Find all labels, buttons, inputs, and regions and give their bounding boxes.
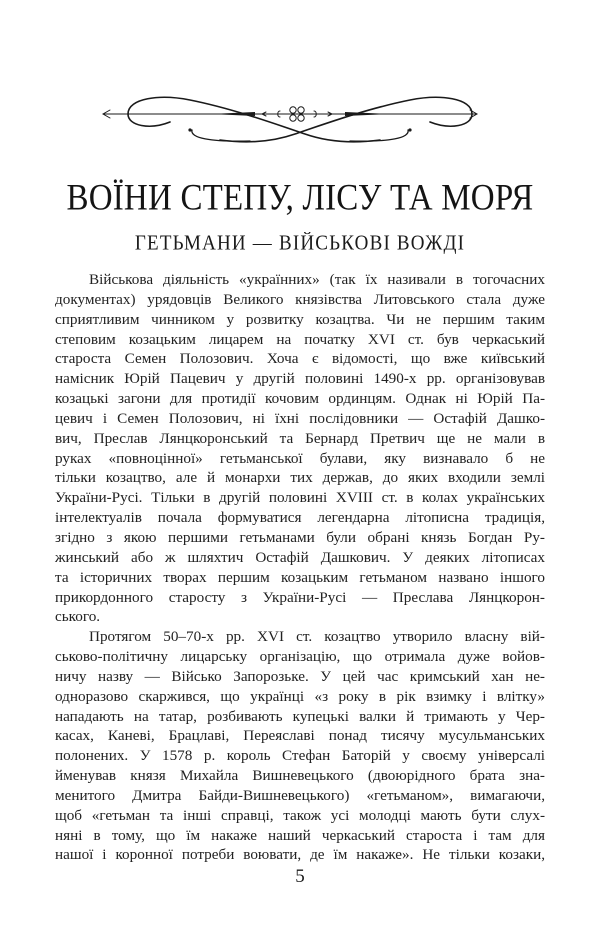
chapter-title: ВОЇНИ СТЕПУ, ЛІСУ ТА МОРЯ — [66, 178, 534, 219]
text-line: Протягом 50–70-х рр. XVI ст. козацтво утворило власну вій- — [89, 628, 545, 646]
text-line: інтелектуалів почала формуватися легендарна літописна традиція, — [55, 509, 545, 527]
paragraph — [55, 627, 545, 865]
text-line: нападають на татар, розбивають купецькі валки й тримають у Чер- — [55, 707, 545, 725]
text-line: Військова діяльність «українних» (так їх називали в тогочасних — [89, 271, 545, 288]
text-line: цевич і Семен Полозович, ні їхні послідовники — Остафій Дашко- — [55, 409, 545, 427]
text-line: України-Русі. Тільки в другій половині XVIII ст. в колах українських — [55, 489, 545, 507]
text-line: ськово-політичну лицарську організацію, що отримала дуже войов- — [55, 648, 545, 666]
text-line: документах) урядовців Великого князівства Литовського стала дуже — [55, 290, 545, 308]
text-line: менитого Дмитра Байди-Вишневецького) «гетьманом», вимагаючи, — [55, 786, 545, 804]
text-line: сприятливим чинником у розвитку козацтва. Чи не першим таким — [55, 310, 545, 328]
text-line: няні в тому, що їм накаже наший черкаський староста і там для — [55, 826, 545, 844]
text-line: нашої і коронної потреби воювати, де їм накаже». Не тільки козаки, — [55, 846, 545, 864]
text-line: ничу назву — Військо Запорозьке. У цей час кримський хан не- — [55, 667, 545, 685]
text-line: згідно з якою першими гетьманами були обрані князь Богдан Ру- — [55, 528, 545, 546]
paragraph — [55, 270, 545, 627]
text-line: ського. — [55, 608, 101, 626]
text-line: одноразово скаржився, що українці «з року в рік взимку і влітку» — [55, 687, 545, 705]
text-line: касах, Каневі, Брацлаві, Переяславі понад тисячу мусульманських — [55, 727, 545, 745]
text-line: йменував князя Михайла Вишневецького (двоюрідного брата зна- — [55, 767, 545, 785]
text-line: степовим козацьким лицарем на початку XVI ст. був черкаський — [55, 330, 545, 348]
text-line: прикордонного старосту з України-Русі — Преслава Лянцкорон- — [55, 588, 545, 606]
text-line: намісник Юрій Пацевич у другій половині 1490-х рр. організовував — [55, 370, 545, 388]
text-line: тільки козацтво, але й монархи тих держав, до яких входили землі — [55, 469, 545, 487]
text-line: староста Семен Полозович. Хоча є відомості, що вже київський — [55, 350, 545, 368]
body-text — [55, 270, 545, 865]
chapter-subtitle: ГЕТЬМАНИ — ВІЙСЬКОВІ ВОЖДІ — [134, 232, 466, 256]
text-line: полонених. У 1578 р. король Стефан Баторій у своєму універсалі — [55, 747, 545, 765]
text-line: та історичних творах першим козацьким гетьманом названо іншого — [55, 568, 545, 586]
text-line: вич, Преслав Лянцкоронський та Бернард Претвич ще не мали в — [55, 429, 545, 447]
decorative-flourish-icon — [90, 86, 510, 156]
text-line: руках «повноцінної» гетьманської булави, яку визнавало б не — [55, 449, 545, 467]
text-line: щоб «гетьман та інші справці, також усі молодці мають бути слух- — [55, 806, 545, 824]
text-line: жинський або ж шляхтич Остафій Дашкович. У деяких літописах — [55, 548, 545, 566]
page-number: 5 — [295, 866, 305, 887]
text-line: козацькі загони для протидії кочовим ординцям. Однак ні Юрій Па- — [55, 390, 545, 408]
